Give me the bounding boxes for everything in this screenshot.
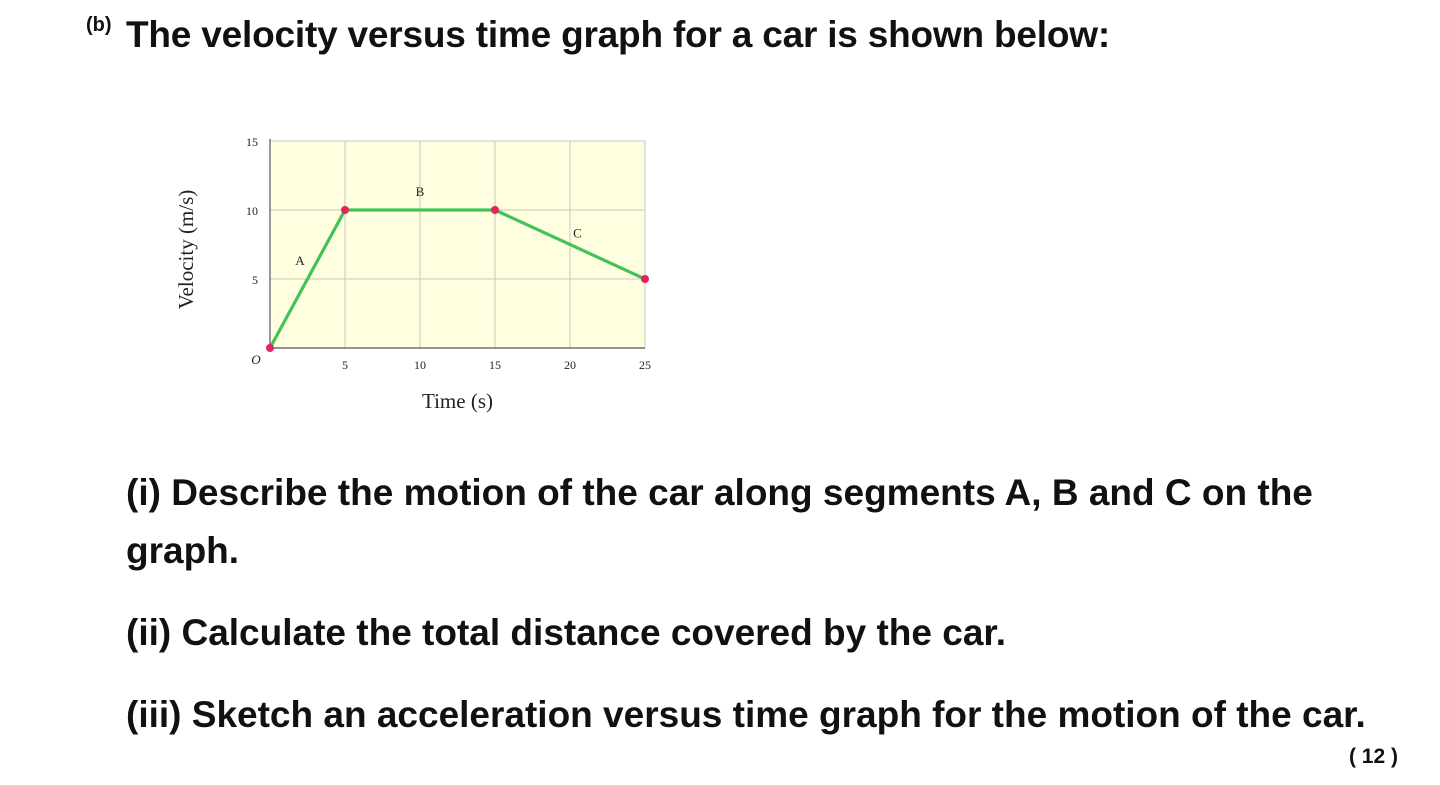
question-heading: The velocity versus time graph for a car is shown below: [126, 14, 1110, 55]
data-point-0-1 [341, 206, 349, 214]
x-tick-label-1: 10 [414, 358, 426, 372]
x-tick-label-2: 15 [489, 358, 501, 372]
segment-label-b: B [415, 184, 425, 200]
subquestion-1: (i) Describe the motion of the car along segments A, B and C on the graph. [126, 472, 1313, 571]
y-tick-label-1: 10 [246, 204, 258, 218]
x-tick-label-0: 5 [342, 358, 348, 372]
marks-label: ( 12 ) [1348, 745, 1398, 768]
subquestion-3: (iii) Sketch an acceleration versus time graph for the motion of the car. [126, 694, 1366, 735]
data-point-0-0 [266, 344, 274, 352]
velocity-time-chart [150, 128, 670, 428]
x-axis-label: Time (s) [422, 389, 493, 413]
data-point-0-3 [641, 275, 649, 283]
part-label: (b) [86, 14, 112, 36]
segment-label-c: C [573, 225, 582, 241]
y-axis-label: Velocity (m/s) [174, 189, 198, 310]
x-tick-label-3: 20 [564, 358, 576, 372]
y-tick-label-2: 15 [246, 135, 258, 149]
origin-label: O [251, 352, 261, 367]
segment-label-a: A [295, 253, 305, 269]
x-tick-label-4: 25 [639, 358, 651, 372]
y-tick-label-0: 5 [252, 273, 258, 287]
data-point-0-2 [491, 206, 499, 214]
subquestion-2: (ii) Calculate the total distance covered by the car. [126, 612, 1007, 653]
